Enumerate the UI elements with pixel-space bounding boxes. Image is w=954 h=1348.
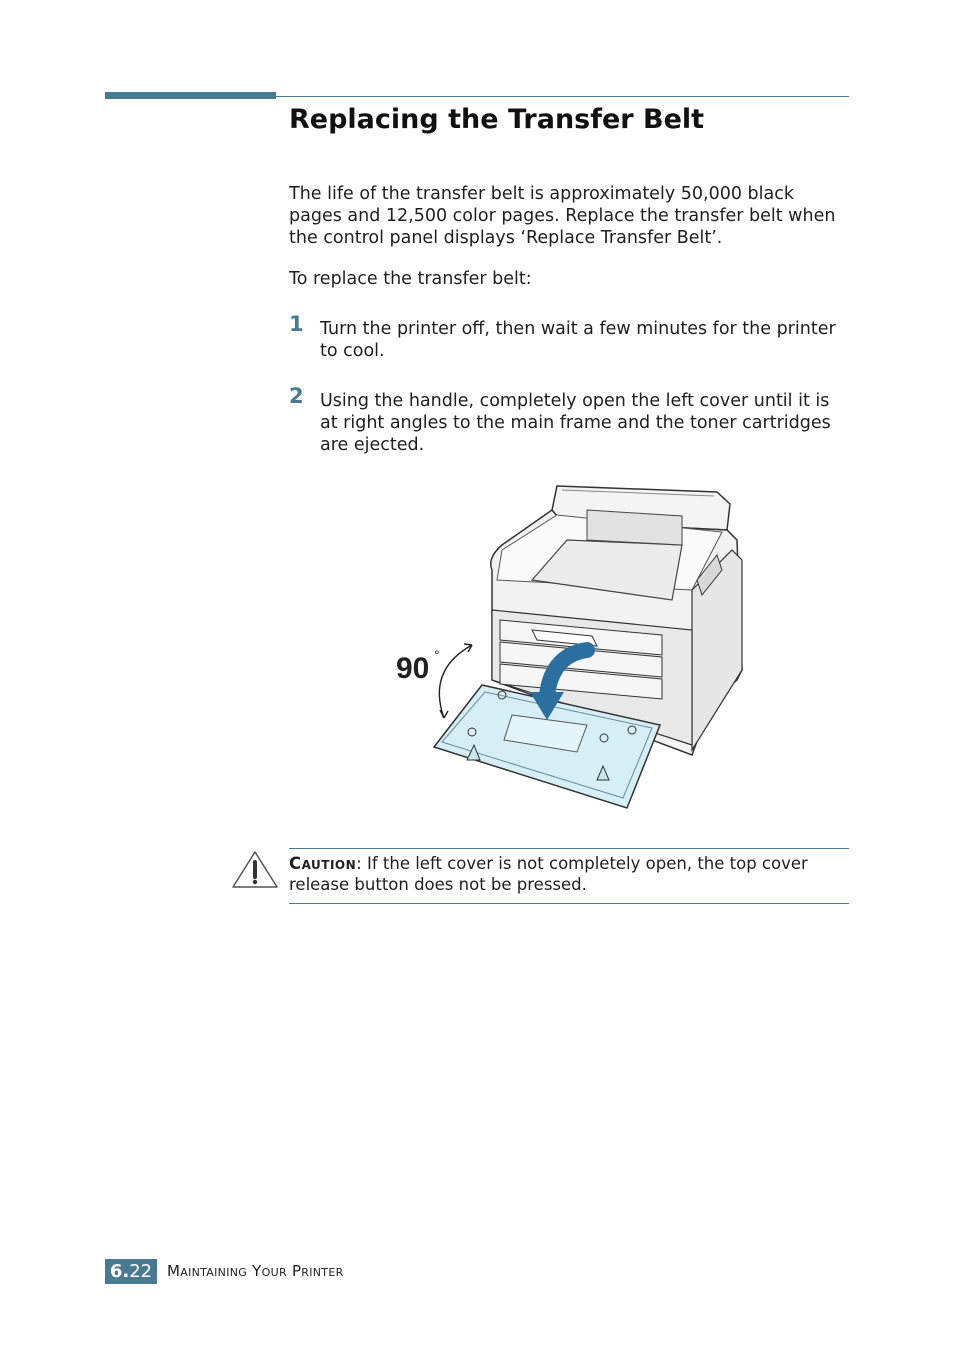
page-number-badge	[105, 1259, 157, 1284]
footer-section-title: Maintaining Your Printer	[167, 1262, 344, 1280]
caution-body: : If the left cover is not completely open, the top cover release button does not be pressed.	[289, 854, 808, 894]
caution-rule-bottom	[289, 903, 849, 904]
intro-lead: To replace the transfer belt:	[289, 269, 532, 289]
caution-note	[289, 853, 851, 895]
step-number: 1	[289, 312, 304, 336]
header-rule-thin	[276, 96, 849, 97]
step-text: Turn the printer off, then wait a few minutes for the printer to cool.	[320, 319, 836, 361]
step-2	[289, 384, 851, 456]
caution-rule-top	[289, 848, 849, 849]
header-rule-thick	[105, 92, 276, 99]
page-title: Replacing the Transfer Belt	[289, 104, 705, 135]
printer-illustration	[392, 470, 752, 815]
caution-label: Caution	[289, 854, 357, 873]
step-text: Using the handle, completely open the left cover until it is at right angles to the main frame and the toner cartridges are ejected.	[320, 391, 831, 455]
intro-paragraph: The life of the transfer belt is approximately 50,000 black pages and 12,500 color pages. Replace the transfer belt when the control panel displays ‘Replace Transfer Belt’.	[289, 184, 836, 248]
angle-label: 90	[396, 652, 430, 685]
step-1	[289, 312, 851, 362]
chapter-number: 6.	[109, 1261, 130, 1282]
caution-warning-icon	[230, 849, 280, 891]
page-number: 22	[129, 1261, 153, 1282]
step-number: 2	[289, 384, 304, 408]
degree-symbol: °	[434, 647, 440, 663]
